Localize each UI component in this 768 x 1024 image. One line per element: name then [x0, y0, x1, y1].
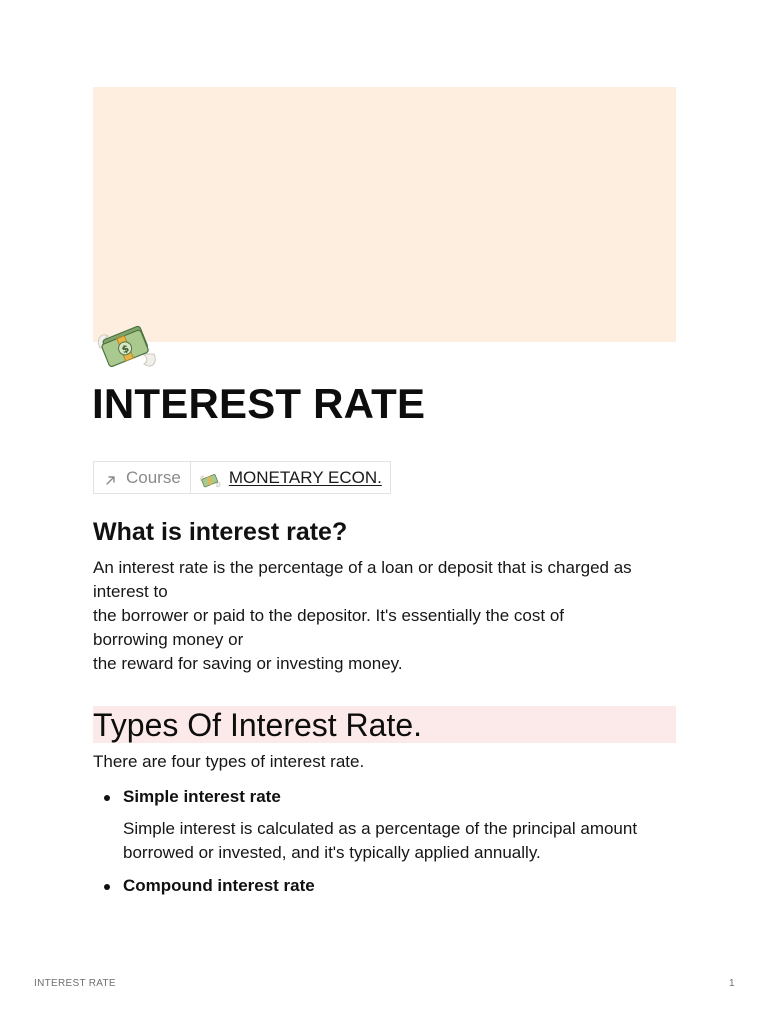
description-line: Simple interest is calculated as a percentage of the principal amount — [123, 819, 638, 838]
relation-arrow-icon — [104, 472, 118, 486]
paragraph-line: borrowing money or — [93, 630, 244, 649]
list-item-title: Simple interest rate — [123, 787, 281, 806]
paragraph-line: interest to — [93, 582, 168, 601]
money-with-wings-icon — [94, 318, 158, 372]
page-number: 1 — [729, 978, 735, 989]
list-item-title: Compound interest rate — [123, 876, 315, 895]
description-line: borrowed or invested, and it's typically applied annually. — [123, 843, 541, 862]
property-key-label: Course — [126, 467, 181, 487]
paragraph-line: the reward for saving or investing money. — [93, 654, 403, 673]
bullet-dot — [104, 884, 112, 892]
property-row — [93, 461, 391, 494]
page-title: INTEREST RATE — [92, 380, 426, 427]
section-heading-what-is: What is interest rate? — [93, 518, 348, 546]
money-with-wings-icon — [199, 470, 221, 489]
course-link[interactable]: MONETARY ECON. — [228, 467, 382, 487]
property-key — [94, 462, 191, 493]
footer-title: INTEREST RATE — [34, 978, 116, 989]
section-heading-types: Types Of Interest Rate. — [93, 707, 423, 743]
types-intro: There are four types of interest rate. — [93, 752, 365, 771]
paragraph-line: the borrower or paid to the depositor. It's essentially the cost of — [93, 606, 565, 625]
list-item-description — [123, 817, 683, 865]
definition-paragraph — [93, 556, 683, 676]
cover-banner — [93, 87, 676, 342]
paragraph-line: An interest rate is the percentage of a loan or deposit that is charged as — [93, 558, 632, 577]
property-value[interactable] — [191, 462, 390, 493]
svg-text:$: $ — [120, 343, 131, 357]
bullet-dot — [104, 795, 112, 803]
